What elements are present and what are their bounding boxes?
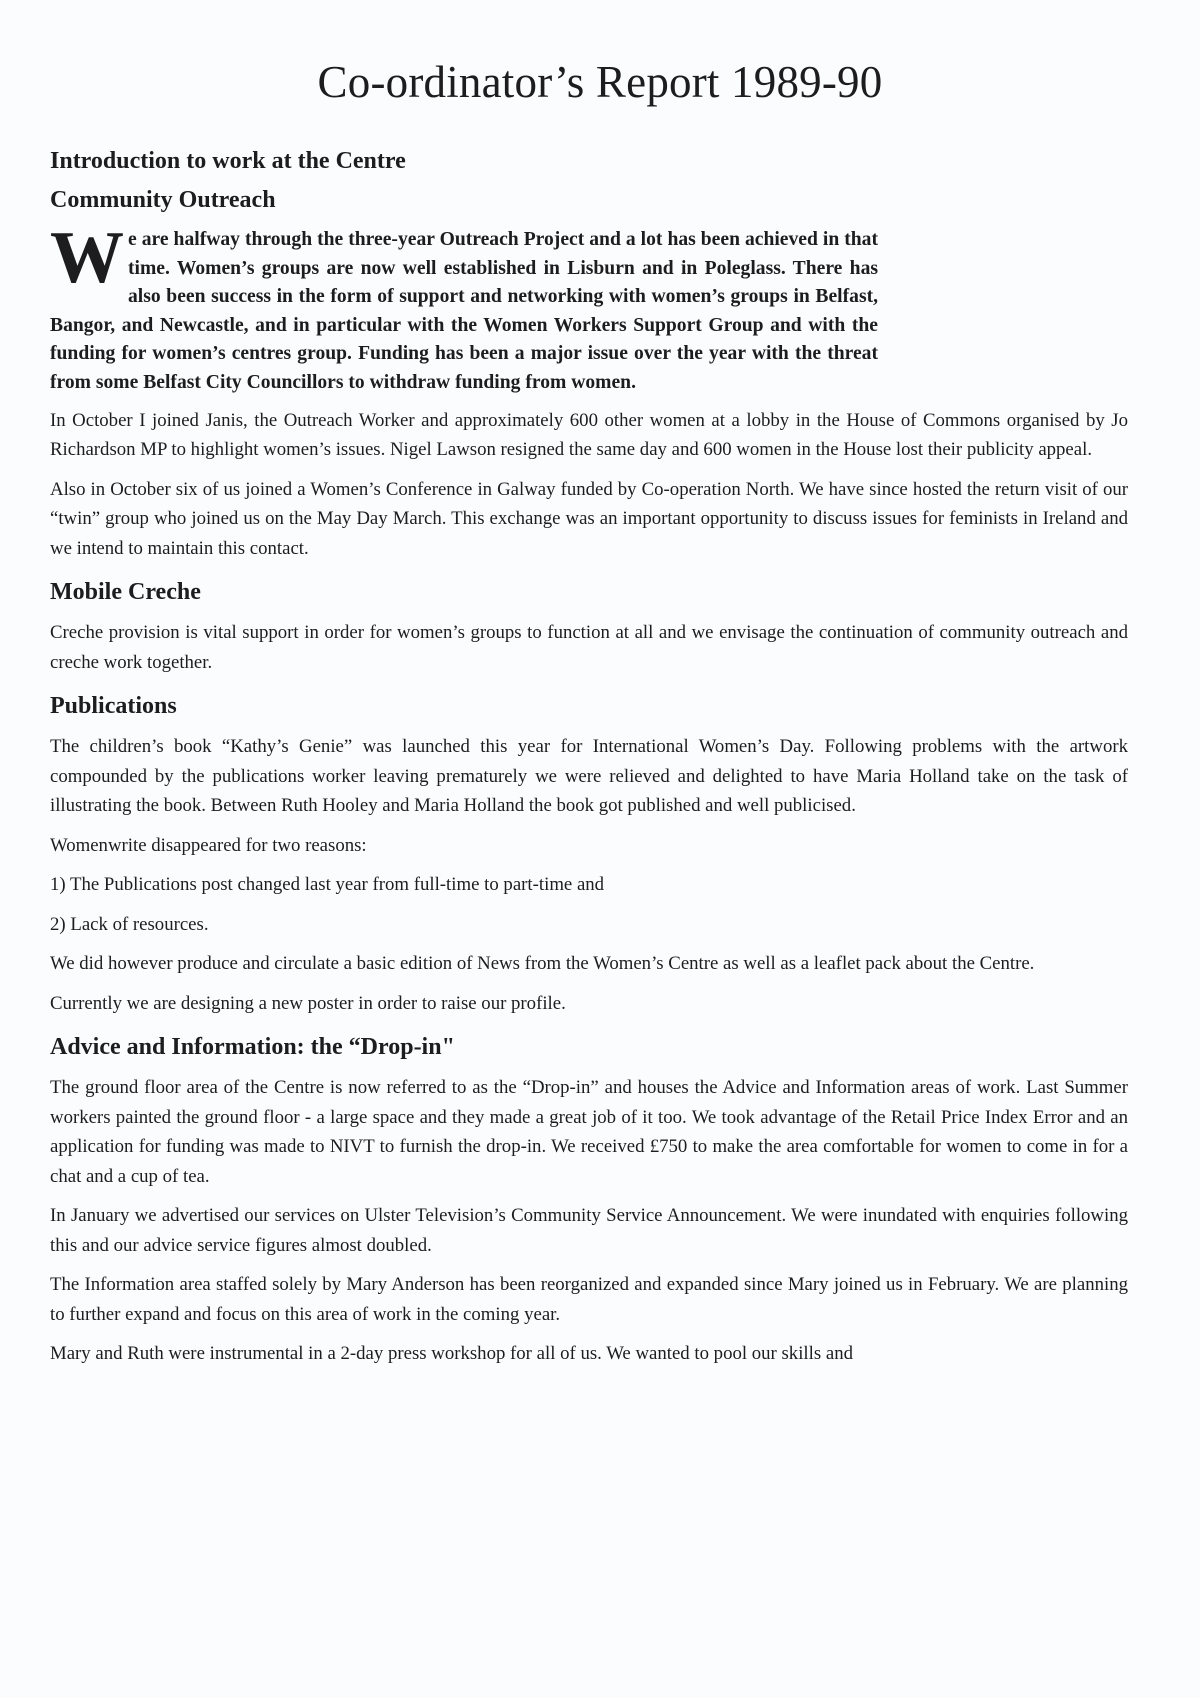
mobile-creche-heading: Mobile Creche — [50, 579, 201, 606]
list-item: 2) Lack of resources. — [50, 913, 209, 935]
paragraph: Mary and Ruth were instrumental in a 2-day press workshop for all of us. We wanted to pool our skills and — [50, 1343, 853, 1365]
paragraph: The ground floor area of the Centre is now referred to as the “Drop-in” and houses the Advice and Information areas of work. Last Summer workers painted the ground floor - a large space and they made a great job of it too. We took advantage of the Retail Price Index Error and an application for funding was made to NIVT to furnish the drop-in. We received £750 to make the area comfortable for women to come in for a chat and a cup of tea. — [50, 1077, 1128, 1187]
community-outreach-heading: Community Outreach — [50, 187, 276, 213]
paragraph: Creche provision is vital support in order for women’s groups to function at all and we envisage the continuation of community outreach and creche work together. — [50, 622, 1128, 673]
lead-paragraph — [50, 217, 878, 398]
drop-cap: W — [50, 217, 124, 299]
paragraph: In October I joined Janis, the Outreach Worker and approximately 600 other women at a lobby in the House of Commons organised by Jo Richardson MP to highlight women’s issues. Nigel Lawson resigned the same day and 600 women in the House lost their publicity appeal. — [50, 409, 1128, 461]
paragraph: In January we advertised our services on Ulster Television’s Community Service Announcement. We were inundated with enquiries following this and our advice service figures almost doubled. — [50, 1205, 1128, 1256]
advice-heading: Advice and Information: the “Drop-in" — [50, 1034, 455, 1061]
list-item: 1) The Publications post changed last year from full-time to part-time and — [50, 874, 605, 896]
section-mobile-creche — [50, 579, 1128, 677]
page-title: Co-ordinator’s Report 1989-90 — [317, 57, 883, 107]
lead-text: e are halfway through the three-year Outreach Project and a lot has been achieved in that time. Women’s groups are now well established in Lisburn and in Poleglass. There has also been success in the form of support and networking with women’s groups in Belfast, Bangor, and Newcastle, and in particular with the Women Workers Support Group and with the funding for women’s centres group. Funding has been a major issue over the year with the threat from some Belfast City Councillors to withdraw funding from women. — [50, 229, 878, 393]
paragraph: The children’s book “Kathy’s Genie” was launched this year for International Women’s Day. Following problems with the artwork compounded by the publications worker leaving prematurely we were relieved and delighted to have Maria Holland take on the task of illustrating the book. Between Ruth Hooley and Maria Holland the book got published and well publicised. — [50, 736, 1128, 817]
publications-heading: Publications — [50, 693, 177, 720]
paragraph: The Information area staffed solely by Mary Anderson has been reorganized and expanded since Mary joined us in February. We are planning to further expand and focus on this area of work in the coming year. — [50, 1274, 1128, 1325]
section-community-outreach — [50, 187, 1128, 563]
paragraph: Currently we are designing a new poster in order to raise our profile. — [50, 992, 566, 1014]
intro-heading: Introduction to work at the Centre — [50, 148, 406, 174]
section-advice-information — [50, 1034, 1128, 1369]
paragraph: Womenwrite disappeared for two reasons: — [50, 834, 367, 856]
paragraph: Also in October six of us joined a Women’s Conference in Galway funded by Co-operation North. We have since hosted the return visit of our “twin” group who joined us on the May Day March. This exchange was an important opportunity to discuss issues for feminists in Ireland and we intend to maintain this contact. — [50, 478, 1128, 559]
paragraph: We did however produce and circulate a basic edition of News from the Women’s Centre as well as a leaflet pack about the Centre. — [50, 953, 1035, 975]
section-publications — [50, 693, 1128, 1018]
